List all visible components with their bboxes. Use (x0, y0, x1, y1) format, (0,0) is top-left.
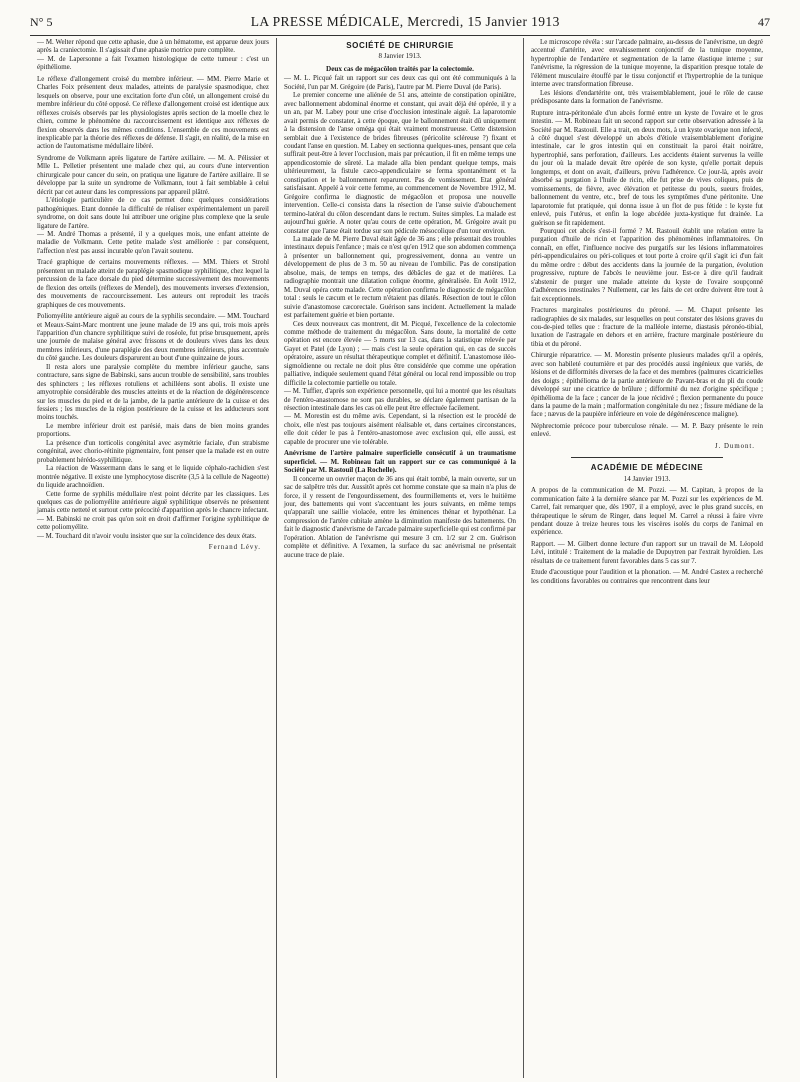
paragraph: L'étiologie particulière de ce cas permet donc quelques considérations pathogéniques. Etant donnée la difficulté de réaliser expérimentalement un pareil syndrome, on doit sans doute lui attribuer une origine plus complexe que la seule ligature de l'artère. (37, 196, 269, 230)
paragraph: La présence d'un torticolis congénital avec asymétrie faciale, d'un strabisme congénital, avec chorio-rétinite pigmentaire, font penser que la malade est en outre probablement hérédo-syphilitique. (37, 438, 269, 464)
section-date: 8 Janvier 1913. (378, 52, 422, 61)
paragraph: Il resta alors une paralysie complète du membre inférieur gauche, sans contracture, sans signe de Babinski, sans aucun trouble de sensibilité, sans troubles des sphincters ; les réflexes rotuliens et achilléens sont abolis. Il existe une amyotrophie considérable des muscles atteints et de la réaction de dégénérescence sur les muscles du pied et de la jambe, de la partie antérieure de la cuisse et des fessiers ; les muscles de la région postérieure de la cuisse et les adducteurs sont moins touchés. (37, 362, 269, 422)
article-paragraph: Poliomyélite antérieure aiguë au cours de la syphilis secondaire. — MM. Touchard et Meaux-Saint-Marc montrent une jeune malade de 19 ans qui, trois mois après l'apparition d'un chancre syphilitique suivi de roséole, fut prise brusquement, après une journée de malaise général avec frissons et de douleurs vives dans les deux membres inférieurs, d'une paraplégie des deux membres inférieurs, plus accentuée du côté gauche. Les douleurs disparurent au bout d'une quinzaine de jours. (37, 312, 269, 363)
paragraph: La réaction de Wassermann dans le sang et le liquide céphalo-rachidien s'est montrée négative. Il existe une lymphocytose discrète (3,5 à la cellule de Nageotte) du liquide arachnoïdien. (37, 464, 269, 490)
paragraph: — M. Babinski ne croit pas qu'on soit en droit d'affirmer l'origine syphilitique de cette poliomyélite. (37, 514, 269, 532)
paragraph: — M. Tuffier, d'après son expérience personnelle, qui lui a montré que les résultats de l'entéro-anastomose ne sont pas durables, se déclare également partisan de la résection intestinale dans les cas où elle peut être effectuée facilement. (284, 387, 516, 413)
article-paragraph: Etude d'acoustique pour l'audition et la phonation. — M. André Castex a recherché les conditions favorables ou contraires que rencontrent dans leur (531, 568, 763, 585)
paragraph: — M. Welter répond que cette aphasie, due à un hématome, est apparue deux jours après la craniectomie. Il s'agissait d'une aphasie motrice pure complète. (37, 38, 269, 55)
paragraph: Le membre inférieur droit est parésié, mais dans de bien moins grandes proportions. (37, 421, 269, 439)
masthead-title: LA PRESSE MÉDICALE, Mercredi, 15 Janvier 1913 (250, 14, 560, 29)
paragraph: — M. Touchard dit n'avoir voulu insister que sur la coïncidence des deux états. (37, 531, 257, 540)
page-number: 47 (758, 15, 770, 29)
paragraph: Ces deux nouveaux cas montrent, dit M. Picqué, l'excellence de la colectomie comme méthode de traitement du mégacôlon. Sans doute, la mortalité de cette opération est encore élevée — 5 morts sur 13 cas, dans la statistique relevée par Gayet et Patel (de Lyon) ; — mais c'est la seule opération qui, en cas de succès opératoire, assure un résultat thérapeutique complet et définitif. L'anastomose iléo-sigmoïdienne ou rectale ne doit plus être considérée que comme une opération palliative, indiquée seulement quand l'état général ou local rend impossible ou trop difficile la colectomie partielle ou totale. (284, 319, 516, 387)
article-paragraph: A propos de la communication de M. Pozzi. — M. Capitan, à propos de la communication faite à la dernière séance par M. Pozzi sur les expériences de M. Carrel, fait remarquer que, dès 1907, il a employé, avec le plus grand succès, en thérapeutique le sérum de Ringer, dans lequel M. Carrel a réussi à faire vivre pendant douze à treize heures tous les viscères isolés du corps de l'animal en expérience. (531, 486, 763, 537)
column-3 (523, 38, 770, 1078)
paragraph: Le premier concerne une aliénée de 51 ans, atteinte de constipation opiniâtre, avec ballonnement abdominal énorme et constant, qui avait déjà été opérée, il y a un an, par M. Labey pour une crise d'occlusion intestinale aiguë. La laparotomie avait permis de constater, à cette époque, que le ballonnement était dû uniquement à la distension de l'anse oméga qui était vraiment monstrueuse. Cette distension semblait due à l'existence de brides fibreuses (péricolite scléreuse ?) fixant et coudant l'anse en question. M. Labey en sectionna quelques-unes, pensant que cela suffirait peut-être à lever l'occlusion, mais par précaution, il fit en même temps une appendicostomie de sûreté. La malade alla bien pendant quelque temps, mais ultérieurement, la fistule cæco-appendiculaire se ferma spontanément et la constipation et le ballonnement reparurent. Pas de vomissement. Etat général satisfaisant. Appelé à voir cette femme, au commencement de Novembre 1912, M. Grégoire confirma le diagnostic de mégacôlon et proposa une nouvelle intervention. Celle-ci consista dans la résection de l'anse suivie d'abouchement termino-latéral du côlon descendant dans le rectum. Suites simples. La malade est aujourd'hui guérie. A noter qu'au cours de cette opération, M. Grégoire avait pu constater que l'anse était tordue sur son pédicule mésocolique d'un tour environ. (284, 91, 516, 235)
page-header (30, 14, 770, 32)
section-divider (571, 457, 723, 458)
article-paragraph: Fractures marginales postérieures du péroné. — M. Chaput présente les radiographies de six malades, sur lesquelles on peut constater des lésions graves du cou-de-pied telles que : fracture de la malléole interne, diastasis péronéo-tibial, luxation de l'astragale en dehors et en arrière, fracture marginale postérieure du tibia et du péroné. (531, 306, 763, 348)
article-title: Deux cas de mégacôlon traités par la colectomie. (326, 64, 474, 73)
columns (30, 38, 770, 1078)
paragraph: Les lésions d'endartérite ont, très vraisemblablement, joué le rôle de cause prédisposante dans la formation de l'anévrisme. (531, 88, 763, 106)
article-paragraph: Rupture intra-péritonéale d'un abcès formé entre un kyste de l'ovaire et le gros intestin. — M. Robineau fait un second rapport sur cette observation adressée à la Société par M. Rastouil. Elle a trait, en deux mots, à un kyste ovarique non infecté, à côté duquel s'est développé un abcès d'étiole vraisemblablement d'origine intestinale, car le gros intestin qui en constituait la paroi était noirâtre, hypertrophié, sans perforation, d'ailleurs. Les accidents étaient survenus la veille du jour où la malade devait être opérée de son kyste, qu'elle portait depuis longtemps, et dont on avait, d'ailleurs, prévu l'adhérence. Ce jour-là, après avoir absorbé sa purgation à l'huile de ricin, elle fut prise de vives coliques, puis de vomissements, de fièvre, avec élévation et petitesse du pouls, sueurs froides, ballonnement du ventre, etc., bref de tous les symptômes d'une péritonite. Une laparotomie fut pratiquée, qui donna issue à un flot de pus fétide : le kyste fut enlevé, puis l'utérus, et enfin la loge abcédée juxta-kystique fut drainée. La guérison se fit rapidement. (531, 108, 763, 227)
column-1 (30, 38, 276, 1078)
article-paragraph: Chirurgie réparatrice. — M. Morestin présente plusieurs malades qu'il a opérés, avec son habileté coutumière et par des procédés aussi ingénieux que variés, de lésions et de difformités diverses de la face et des membres (palmures cicatricielles des doigts ; épithélioma de la partie antérieure de Pavant-bras et du pli du coude développé sur une cicatrice de brûlure ; difformité du nez d'origine spécifique ; épithélioma de la face ; cancer de la joue récidivé ; flexion permanente du pouce dans la paume de la main ; malformation congénitale du nez ; fissure médiane de la face ; nævus de la paupière inférieure en voie de dégénérescence maligne). (531, 351, 763, 419)
issue-number: N° 5 (30, 15, 53, 29)
paragraph: Le microscope révéla : sur l'arcade palmaire, au-dessus de l'anévrisme, un degré accentué d'artérite, avec envahissement conjonctif de la tunique moyenne, hypertrophie de l'endartère et segmentation de la lame élastique interne ; sur l'anévrisme, la régression de la tunique moyenne, la disparition presque totale de l'élément musculaire étouffé par le tissu conjonctif et l'hypertrophie de la tunique interne avec transformation fibreuse. (531, 38, 763, 89)
column-2 (276, 38, 523, 1078)
paragraph: — M. L. Picqué fait un rapport sur ces deux cas qui ont été communiqués à la Société, l'un par M. Grégoire (de Paris), l'autre par M. Pierre Duval (de Paris). (284, 74, 516, 91)
article-paragraph: Néphrectomie précoce pour tuberculose rénale. — M. P. Bazy présente le rein enlevé. (531, 421, 763, 439)
article-paragraph: Tracé graphique de certains mouvements réflexes. — MM. Thiers et Strohl présentent un malade atteint de paraplégie spasmodique syphilitique, chez lequel la percussion de la face dorsale du pied détermine successivement des mouvements de flexion des orteils (réflexes de Mendel), des mouvements inverses d'extension, des mouvements de raccourcissement. Les auteurs ont reproduit les tracés graphiques de ces mouvements. (37, 258, 269, 309)
paragraph: — M. de Lapersonne a fait l'examen histologique de cette tumeur : c'est un épithéliome. (37, 54, 269, 72)
paragraph: — M. Morestin est du même avis. Cependant, si la résection est le procédé de choix, elle n'est pas toujours aisément réalisable et, dans certaines circonstances, elle doit céder le pas à l'entéro-anastomose avec exclusion qui, elle aussi, est capable de procurer une vie tolérable. (284, 412, 516, 446)
section-date: 14 Janvier 1913. (623, 474, 671, 483)
article-paragraph: Anévrisme de l'artère palmaire superficielle consécutif à un traumatisme superficiel. — M. Robineau fait un rapport sur ce cas communiqué à la Société par M. Rastouil (La Rochelle). (284, 449, 516, 475)
paragraph: La malade de M. Pierre Duval était âgée de 36 ans ; elle présentait des troubles intestinaux depuis l'enfance ; mais ce n'est qu'en 1912 que son abdomen commença à présenter un ballonnement qui, progressivement, donna au ventre un développement de plus de 3 m. 50 au niveau de l'ombilic. Pas de constipation absolue, mais, de temps en temps, des débâcles de gaz et de matières. La radiographie montrait une dilatation colique énorme, généralisée. En Août 1912, M. Duval opéra cette malade. Cette opération confirma le diagnostic de mégacôlon total : seuls le cæcum et le rectum n'étaient pas dilatés. Résection de tout le côlon suivie d'anastomose cæcorectale. Guérison sans incident. Actuellement la malade est parfaitement guérie et bien portante. (284, 234, 516, 320)
paragraph: Cette forme de syphilis médullaire n'est point décrite par les classiques. Les quelques cas de poliomyélite antérieure aiguë syphilitique observés ne présentent jamais cette netteté et surtout cette précocité d'apparition après le chancre infectant. (37, 489, 269, 515)
header-rule (30, 35, 770, 36)
section-heading: ACADÉMIE DE MÉDECINE (590, 463, 704, 473)
article-paragraph: Le réflexe d'allongement croisé du membre inférieur. — MM. Pierre Marie et Charles Foix présentent deux malades, atteints de paralysie spasmodique, chez lesquels on observe, pour une excitation forte d'un côté, un allongement croisé du membre inférieur du côté opposé. Ce réflexe d'allongement croisé est identique aux réflexes croisés observés par les physiologistes après section de la moelle chez le chien, comme le phénomène du raccourcissement est identique aux réflexes de flexion observés dans les mêmes conditions. L'ensemble de ces mouvements est inexplicable par la théorie des réflexes de défense. Il s'agit, en réalité, de la mise en action de l'automatisme médullaire libéré. (37, 74, 269, 151)
paragraph: Pourquoi cet abcès s'est-il formé ? M. Rastouil établit une relation entre la purgation d'huile de ricin et l'apparition des phénomènes inflammatoires. On connaît, en effet, l'influence nocive des purgatifs sur les lésions inflammatoires péri-appendiculaires ou péri-coliques et tout porte à croire qu'il s'agit ici d'un fait du même ordre : début des accidents dans la journée de la purgation, évolution progressive, rupture de l'abcès le neuvième jour. Est-ce à dire qu'il faudrait s'abstenir de purger une malade atteinte du kyste de l'ovaire soupçonné d'adhérences intestinales ? Nullement, car les faits de cet ordre doivent être tout à fait exceptionnels. (531, 226, 763, 303)
paragraph: — M. André Thomas a présenté, il y a quelques mois, une enfant atteinte de maladie de Volkmann. Cette petite malade s'est améliorée : par conséquent, l'affection n'est pas aussi incurable qu'on l'avait soutenu. (37, 229, 269, 255)
article-paragraph: Rapport. — M. Gilbert donne lecture d'un rapport sur un travail de M. Léopold Lévi, intitulé : Traitement de la maladie de Dupuytren par l'extrait hyroïdien. Les résultats de ce traitement furent favorables dans 5 cas sur 7. (531, 539, 763, 565)
paragraph: Il concerne un ouvrier maçon de 36 ans qui était tombé, la main ouverte, sur un sac de salpêtre très dur. Aussitôt après cet homme constate que sa main n'a plus de force, il y ressent de l'engourdissement, des fourmillements et, vers le huitième jour, des battements qui vont s'accentuant les jours suivants, en même temps qu'apparaît une saillie violacée, entre les éminences thénar et hypothénar. La compression de l'artère cubitale amène la diminution manifeste des battements. On fait le diagnostic d'anévrisme de l'arcade palmaire superficielle qui est confirmé par l'opération. Ablation de l'anévrisme qui mesure 3 cm. 1/2 sur 2 cm. Guérison complète et définitive. A l'examen, la surface du sac anévrismal ne présentait aucune trace de plaie. (284, 474, 516, 559)
article-paragraph: Syndrome de Volkmann après ligature de l'artère axillaire. — M. A. Pélissier et Mlle L. Pelletier présentent une malade chez qui, au cours d'une intervention chirurgicale pour cancer du sein, on pratiqua une ligature de l'artère axillaire. Il se développe par la suite un syndrome de Volkmann, tout à fait semblable à celui décrit par cet auteur dans les compressions par appareil plâtré. (37, 153, 269, 196)
section-heading: SOCIÉTÉ DE CHIRURGIE (346, 41, 454, 50)
author-signature: Fernand Lévy. (208, 544, 261, 552)
author-signature: J. Dumont. (714, 442, 755, 450)
